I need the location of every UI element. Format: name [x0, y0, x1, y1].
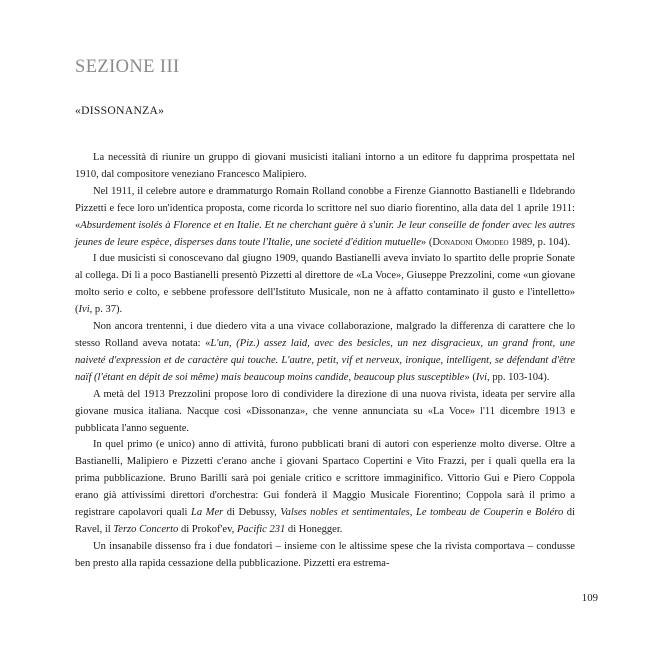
- italic-text: Le tombeau de Couperin: [415, 507, 524, 519]
- text-run: La necessità di riunire un gruppo di giovani musicisti italiani intorno a un editore fu dapprima prospettata nel 1910, dal compositore veneziano Francesco Malipiero.: [75, 152, 575, 180]
- page-number: 109: [581, 592, 598, 604]
- paragraph: [75, 150, 575, 184]
- text-run: , pp. 103-104).: [487, 371, 550, 383]
- paragraph: [75, 319, 575, 387]
- italic-text: La Mer: [191, 507, 224, 519]
- paragraph: [75, 251, 575, 319]
- paragraph: [75, 387, 575, 438]
- text-run: A metà del 1913 Prezzolini propose loro di condividere la direzione di una nuova rivista, ideata per servire alla giovane musica italiana. Nacque così «Dissonanza», che venne annunciata su «La Voce» l'11 dicembre 1913 e pubblicata l'anno seguente.: [75, 388, 575, 434]
- italic-text: Absurdement isolés à Florence et en Italie. Et ne cherchant guère à s'unir. Je leur conseille de fonder avec les autres jeunes de leure espèce, disperses dans toute l'Italie, une societé d'édition mutuelle: [75, 219, 575, 248]
- italic-text: Ivi: [78, 304, 90, 316]
- italic-text: Terzo Concerto: [113, 523, 179, 535]
- italic-text: Valses nobles et sentimentales: [280, 507, 410, 519]
- text-run: Non ancora trentenni, i due diedero vita a una vivace collaborazione, malgrado la differenza di carattere che lo stesso Rolland aveva notata: «: [75, 321, 575, 349]
- text-run: » (: [420, 236, 433, 248]
- text-run: di Prokof'ev,: [178, 523, 237, 535]
- italic-text: Boléro: [534, 507, 564, 519]
- text-run: In quel primo (e unico) anno di attività, furono pubblicati brani di autori con esperienze molto diverse. Oltre a Bastianelli, Malipiero e Pizzetti c'erano anche i giovani Spartaco Copertini e Vito Frazzi, per i quali quella era la prima pubblicazione. Bruno Barilli sarà poi geniale critico e scrittore immaginifico. Vittorio Gui e Piero Coppola erano già attivissimi direttori d'orchestra: Gui fonderà il Maggio Musicale Fiorentino; Coppola sarà il primo a registrare capolavori quali: [75, 439, 575, 519]
- text-run: 1989, p. 104).: [508, 236, 571, 248]
- text-run: » (: [464, 371, 476, 383]
- text-run: di Honegger.: [285, 523, 343, 535]
- paragraph: [75, 539, 575, 573]
- section-title: SEZIONE III: [75, 57, 180, 77]
- text-run: ,: [409, 507, 416, 519]
- text-run: Un insanabile dissenso fra i due fondatori – insieme con le altissime spese che la rivista comportava – condusse ben presto alla rapida cessazione della pubblicazione. Pizzetti era estrema-: [75, 540, 575, 569]
- chapter-title: «DISSONANZA»: [75, 104, 165, 117]
- paragraph: [75, 184, 575, 252]
- text-run: I due musicisti si conoscevano dal giugno 1909, quando Bastianelli aveva inviato lo spartito delle proprie Sonate al collega. Di lì a poco Bastianelli presentò Pizzetti al direttore de «La Voce», Giuseppe Prezzolini, come «un giovane molto serio e colto, e sebbene professore dell'Istituto Musicale, non ne à affatto contaminato il gusto e l'intelletto» (: [75, 253, 575, 316]
- text-run: Nel 1911, il celebre autore e drammaturgo Romain Rolland conobbe a Firenze Giannotto Bastianelli e Ildebrando Pizzetti e fece loro un'identica proposta, come ricorda lo scrittore nel suo diario fiorentino, alla data del 1 aprile 1911: «: [75, 185, 575, 231]
- italic-text: Ivi: [475, 371, 488, 383]
- text-run: e: [523, 507, 535, 519]
- body-text: [75, 150, 575, 573]
- text-run: di Ravel, il: [75, 507, 576, 535]
- paragraph: [75, 437, 575, 538]
- italic-text: L'un, (Piz.) assez laid, avec des besicles, un nez disgracieux, un grand front, une naiveté d'expression et de caractère qui touche. L'autre, petit, vif et nerveux, ironique, intelligent, se défendant d'être naïf (l'étant en dépit de soi même) mais beaucoup moins candide, beaucoup plus susceptible: [75, 337, 575, 383]
- text-run: , p. 37).: [89, 304, 123, 316]
- text-run: di Debussy,: [223, 507, 281, 519]
- small-caps-text: Donadoni Omodeo: [432, 236, 509, 248]
- italic-text: Pacific 231: [236, 523, 286, 535]
